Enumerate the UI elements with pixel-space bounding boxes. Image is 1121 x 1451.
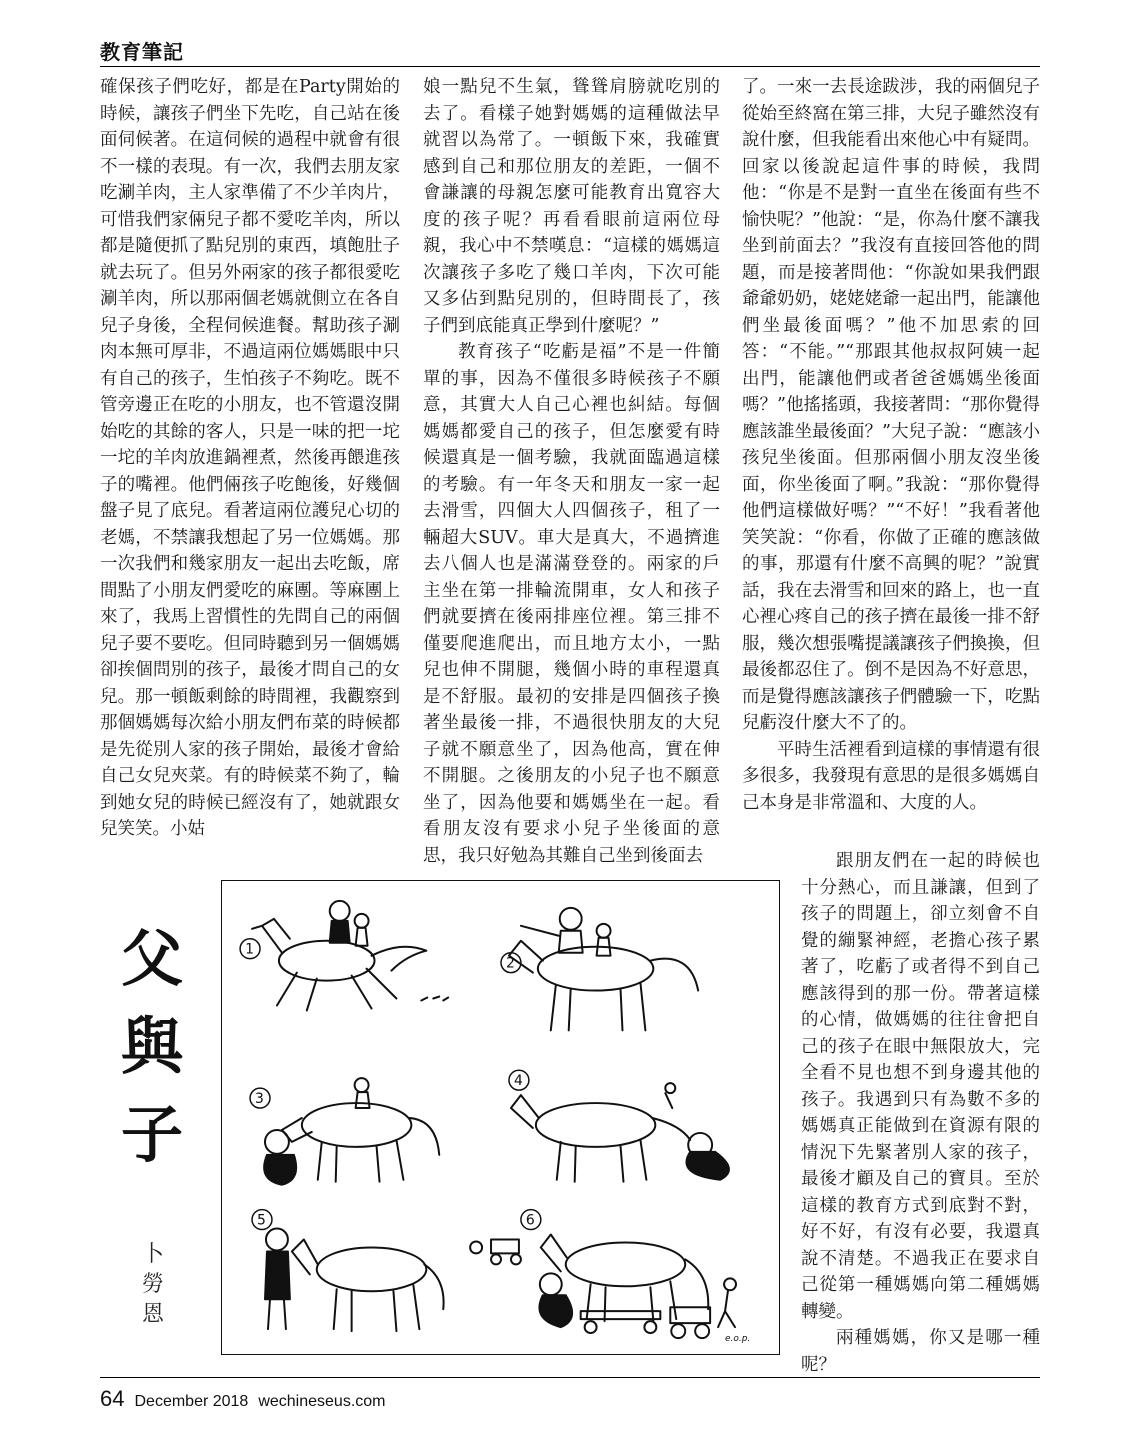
panel-number: 3 <box>255 1091 264 1108</box>
paragraph: 兩種媽媽，你又是哪一種呢？ <box>801 1328 1040 1375</box>
paragraph: 教育孩子“吃虧是福”不是一件簡單的事，因為不僅很多時候孩子不願意，其實大人自己心裡也糾結。每個媽媽都愛自己的孩子，但怎麼愛有時候還真是一個考驗，我就面臨過這樣的考驗。有一年冬天和朋友一家一起去滑雪，四個大人四個孩子，租了一輛超大SUV。車大是真大，不過擠進去八個人也是滿滿登登的。兩家的戶主坐在第一排輪流開車，女人和孩子們就要擠在後兩排座位裡。第三排不僅要爬進爬出，而且地方太小，一點兒也伸不開腿，幾個小時的車程還真是不舒服。最初的安排是四個孩子換著坐最後一排，不過很快朋友的大兒子就不願意坐了，因為他高，實在伸不開腿。之後朋友的小兒子也不願意坐了，因為他要和媽媽坐在一起。看看朋友沒有要求小兒子坐後面的意思，我只好勉為其難自己坐到後面去 <box>423 342 720 866</box>
top-rule <box>100 66 1040 67</box>
section-label: 教育筆記 <box>100 40 184 64</box>
paragraph: 娘一點兒不生氣，聳聳肩膀就吃別的去了。看樣子她對媽媽的這種做法早就習以為常了。一頓飯下來，我確實感到自己和那位朋友的差距，一個不會謙讓的母親怎麼可能教育出寬容大度的孩子呢？再看看眼前這兩位母親，我心中不禁嘆息：“這樣的媽媽這次讓孩子多吃了幾口羊肉，下次可能又多佔到點兒別的，但時間長了，孩子們到底能真正學到什麼呢？” <box>423 77 720 336</box>
author-char: 恩 <box>141 1302 164 1327</box>
panel-number: 5 <box>257 1212 266 1229</box>
column-3-lower <box>801 848 1040 1378</box>
cartoon-author <box>138 1240 168 1330</box>
author-char: 卜 <box>141 1242 164 1267</box>
bottom-rule <box>100 1377 1040 1378</box>
paragraph: 平時生活裡看到這樣的事情還有很多很多，我發現有意思的是很多媽媽自己本身是非常溫和、大度的人。 <box>742 739 1040 813</box>
column-1 <box>100 74 400 843</box>
paragraph: 確保孩子們吃好，都是在Party開始的時候，讓孩子們坐下先吃，自己站在後面伺候著。在這伺候的過程中就會有很不一樣的表現。有一次，我們去朋友家吃涮羊肉，主人家準備了不少羊肉片，可惜我們家倆兒子都不愛吃羊肉，所以都是隨便抓了點兒別的東西，填飽肚子就去玩了。但另外兩家的孩子都很愛吃涮羊肉，所以那兩個老媽就側立在各自兒子身後，全程伺候進餐。幫助孩子涮肉本無可厚非，不過這兩位媽媽眼中只有自己的孩子，生怕孩子不夠吃。既不管旁邊正在吃的小朋友，也不管還沒開始吃的其餘的客人，只是一味的把一坨一坨的羊肉放進鍋裡煮，然後再餵進孩子的嘴裡。他們倆孩子吃飽後，好幾個盤子見了底兒。看著這兩位護兒心切的老媽，不禁讓我想起了另一位媽媽。那一次我們和幾家朋友一起出去吃飯，席間點了小朋友們愛吃的麻團。等麻團上來了，我馬上習慣性的先問自己的兩個兒子要不要吃。但同時聽到另一個媽媽卻挨個問別的孩子，最後才問自己的女兒。那一頓飯剩餘的時間裡，我觀察到那個媽媽每次給小朋友們布菜的時候都是先從別人家的孩子開始，最後才會給自己女兒夾菜。有的時候菜不夠了，輪到她女兒的時候已經沒有了，她就跟女兒笑笑。小姑 <box>100 77 400 839</box>
title-char: 與 <box>120 1010 183 1083</box>
page-number: 64 <box>100 1386 125 1411</box>
panel-number: 6 <box>525 1212 535 1229</box>
title-char: 子 <box>120 1098 183 1171</box>
paragraph: 了。一來一去長途跋涉，我的兩個兒子從始至終窩在第三排，大兒子雖然沒有說什麼，但我能看出來他心中有疑問。回家以後說起這件事的時候，我問他：“你是不是對一直坐在後面有些不愉快呢？”他說：“是，你為什麼不讓我坐到前面去？”我沒有直接回答他的問題，而是接著問他：“你說如果我們跟爺爺奶奶，姥姥姥爺一起出門，能讓他們坐最後面嗎？”他不加思索的回答：“不能。”“那跟其他叔叔阿姨一起出門，能讓他們或者爸爸媽媽坐後面嗎？”他搖搖頭，我接著問：“那你覺得應該誰坐最後面？”大兒子說：“應該小孩兒坐後面。但那兩個小朋友沒坐後面，你坐後面了啊。”我說：“那你覺得他們這樣做好嗎？”“不好！”我看著他笑笑說：“你看，你做了正確的應該做的事，那還有什麼不高興的呢？”說實話，我在去滑雪和回來的路上，也一直心裡心疼自己的孩子擠在最後一排不舒服，幾次想張嘴提議讓孩子們換換，但最後都忍住了。倒不是因為不好意思，而是覺得應該讓孩子們體驗一下，吃點兒虧沒什麼大不了的。 <box>742 77 1040 733</box>
column-2 <box>423 74 720 869</box>
panel-4-drawing <box>511 1083 729 1182</box>
panel-2-drawing <box>509 908 698 1030</box>
panel-5-drawing <box>265 1229 521 1332</box>
panel-3-drawing <box>264 1078 439 1185</box>
column-3 <box>742 74 1040 816</box>
issue-date: December 2018 <box>134 1393 249 1410</box>
cartoon-illustration <box>221 880 780 1355</box>
author-char: 勞 <box>141 1272 164 1297</box>
cartoon-title <box>112 915 192 1179</box>
panel-number: 1 <box>245 941 254 958</box>
cartoon-signature: e.o.p. <box>725 1334 751 1345</box>
website: wechineseus.com <box>258 1393 386 1410</box>
paragraph: 跟朋友們在一起的時候也十分熱心，而且謙讓，但到了孩子的問題上，卻立刻會不自覺的繃緊神經，老擔心孩子累著了，吃虧了或者得不到自己應該得到的那一份。帶著這樣的心情，做媽媽的往往會把自己的孩子在眼中無限放大，完全看不見也想不到身邊其他的孩子。我遇到只有為數不多的媽媽真正能做到在資源有限的情況下先緊著別人家的孩子，最後才顧及自己的寶貝。至於這樣的教育方式到底對不對，好不好，有沒有必要，我還真說不清楚。不過我正在要求自己從第一種媽媽向第二種媽媽轉變。 <box>801 851 1040 1322</box>
panel-number: 2 <box>505 955 515 972</box>
panel-number: 4 <box>513 1073 523 1090</box>
panel-1-drawing <box>252 901 448 1011</box>
title-char: 父 <box>120 922 183 995</box>
cartoon-drawing <box>222 881 779 1354</box>
panel-6-drawing <box>539 1235 736 1339</box>
page-footer <box>100 1386 386 1412</box>
